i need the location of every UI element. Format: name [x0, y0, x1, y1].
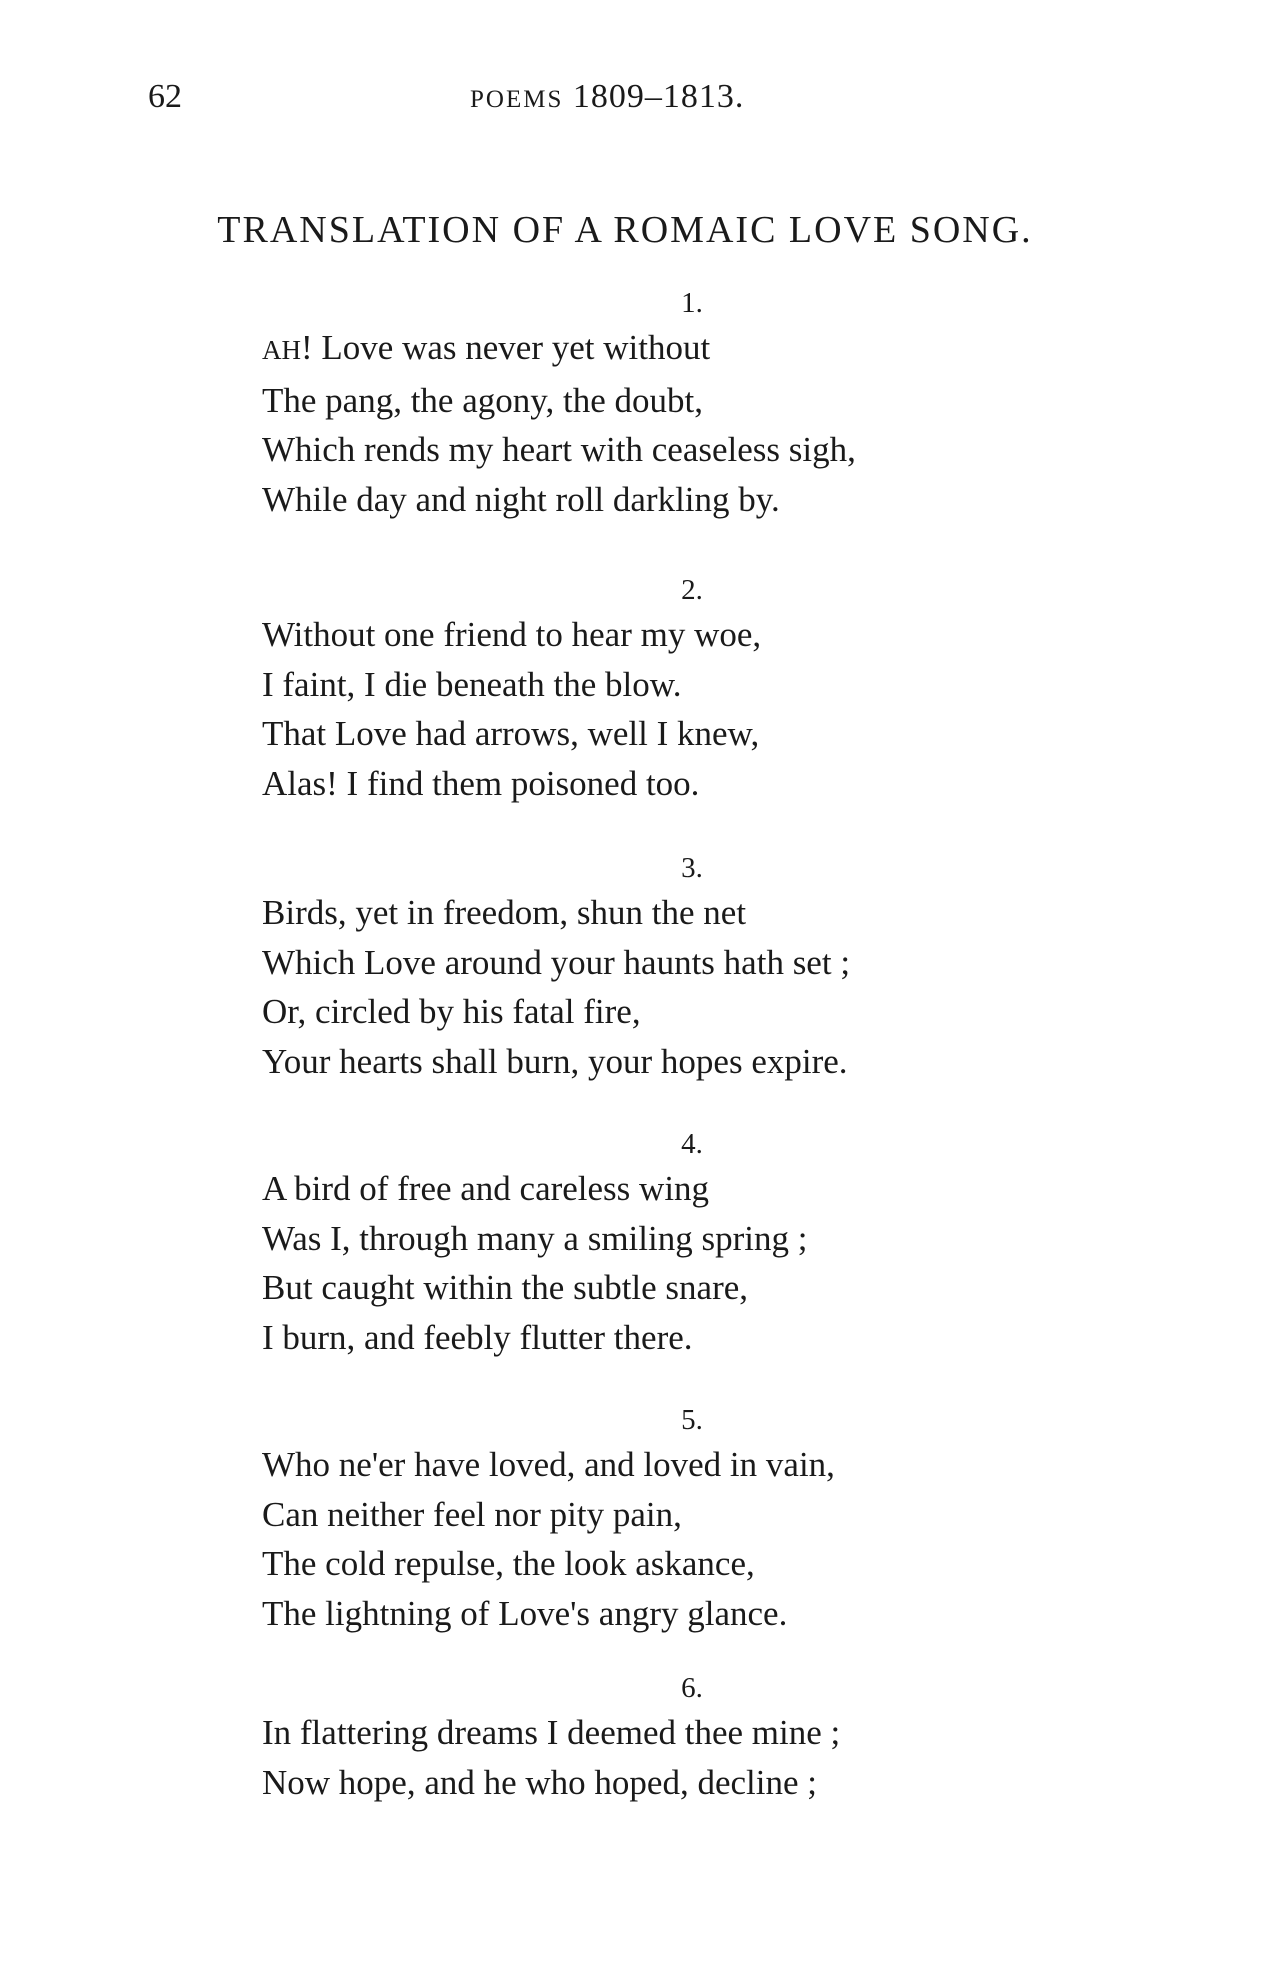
- verse-line: Which rends my heart with ceaseless sigh,: [262, 430, 856, 469]
- stanza-3: [262, 848, 1042, 1086]
- verse-line: While day and night roll darkling by.: [262, 479, 780, 519]
- stanza-2: [262, 570, 1042, 808]
- stanza-number: 2.: [681, 574, 703, 606]
- verse-line: I burn, and feebly flutter there.: [262, 1317, 693, 1357]
- verse-line: The lightning of Love's angry glance.: [262, 1593, 788, 1633]
- verse-line: Or, circled by his fatal fire,: [262, 992, 641, 1031]
- verse-line: That Love had arrows, well I knew,: [262, 714, 760, 753]
- stanza-number: 4.: [681, 1128, 703, 1160]
- verse-line: Alas! I find them poisoned too.: [262, 763, 700, 803]
- verse-line: The cold repulse, the look askance,: [262, 1544, 755, 1583]
- verse-line: Your hearts shall burn, your hopes expire.: [262, 1041, 848, 1081]
- verse-line: A bird of free and careless wing: [262, 1169, 710, 1208]
- verse-line: Without one friend to hear my woe,: [262, 615, 762, 654]
- running-head: [0, 78, 1277, 128]
- page-number: 62: [148, 78, 182, 115]
- stanza-number: 6.: [681, 1672, 703, 1704]
- verse-line: I faint, I die beneath the blow.: [262, 664, 682, 704]
- stanza-5: [262, 1400, 1042, 1638]
- stanza-number: 5.: [681, 1404, 703, 1436]
- verse-line: But caught within the subtle snare,: [262, 1268, 749, 1307]
- stanza-1: [262, 283, 1042, 524]
- running-title-years: 1809–1813.: [572, 78, 745, 115]
- running-title: [470, 78, 744, 116]
- verse-line: Can neither feel nor pity pain,: [262, 1494, 682, 1534]
- poem-title: TRANSLATION OF A ROMAIC LOVE SONG.: [217, 209, 1033, 251]
- stanza-number: 3.: [681, 852, 703, 884]
- verse-line: Birds, yet in freedom, shun the net: [262, 893, 747, 932]
- verse-line: AH! Love was never yet without: [262, 328, 711, 367]
- verse-line: Was I, through many a smiling spring ;: [262, 1218, 808, 1258]
- verse-line: Which Love around your haunts hath set ;: [262, 942, 851, 982]
- verse-line: Now hope, and he who hoped, decline ;: [262, 1762, 817, 1802]
- stanza-6: [262, 1668, 1042, 1807]
- stanza-number: 1.: [681, 287, 703, 319]
- drop-word: AH: [262, 335, 301, 365]
- stanza-4: [262, 1124, 1042, 1362]
- verse-line: The pang, the agony, the doubt,: [262, 380, 703, 420]
- running-title-caps: POEMS: [470, 86, 564, 113]
- verse-line: Who ne'er have loved, and loved in vain,: [262, 1445, 835, 1484]
- verse-line: In flattering dreams I deemed thee mine ;: [262, 1713, 841, 1752]
